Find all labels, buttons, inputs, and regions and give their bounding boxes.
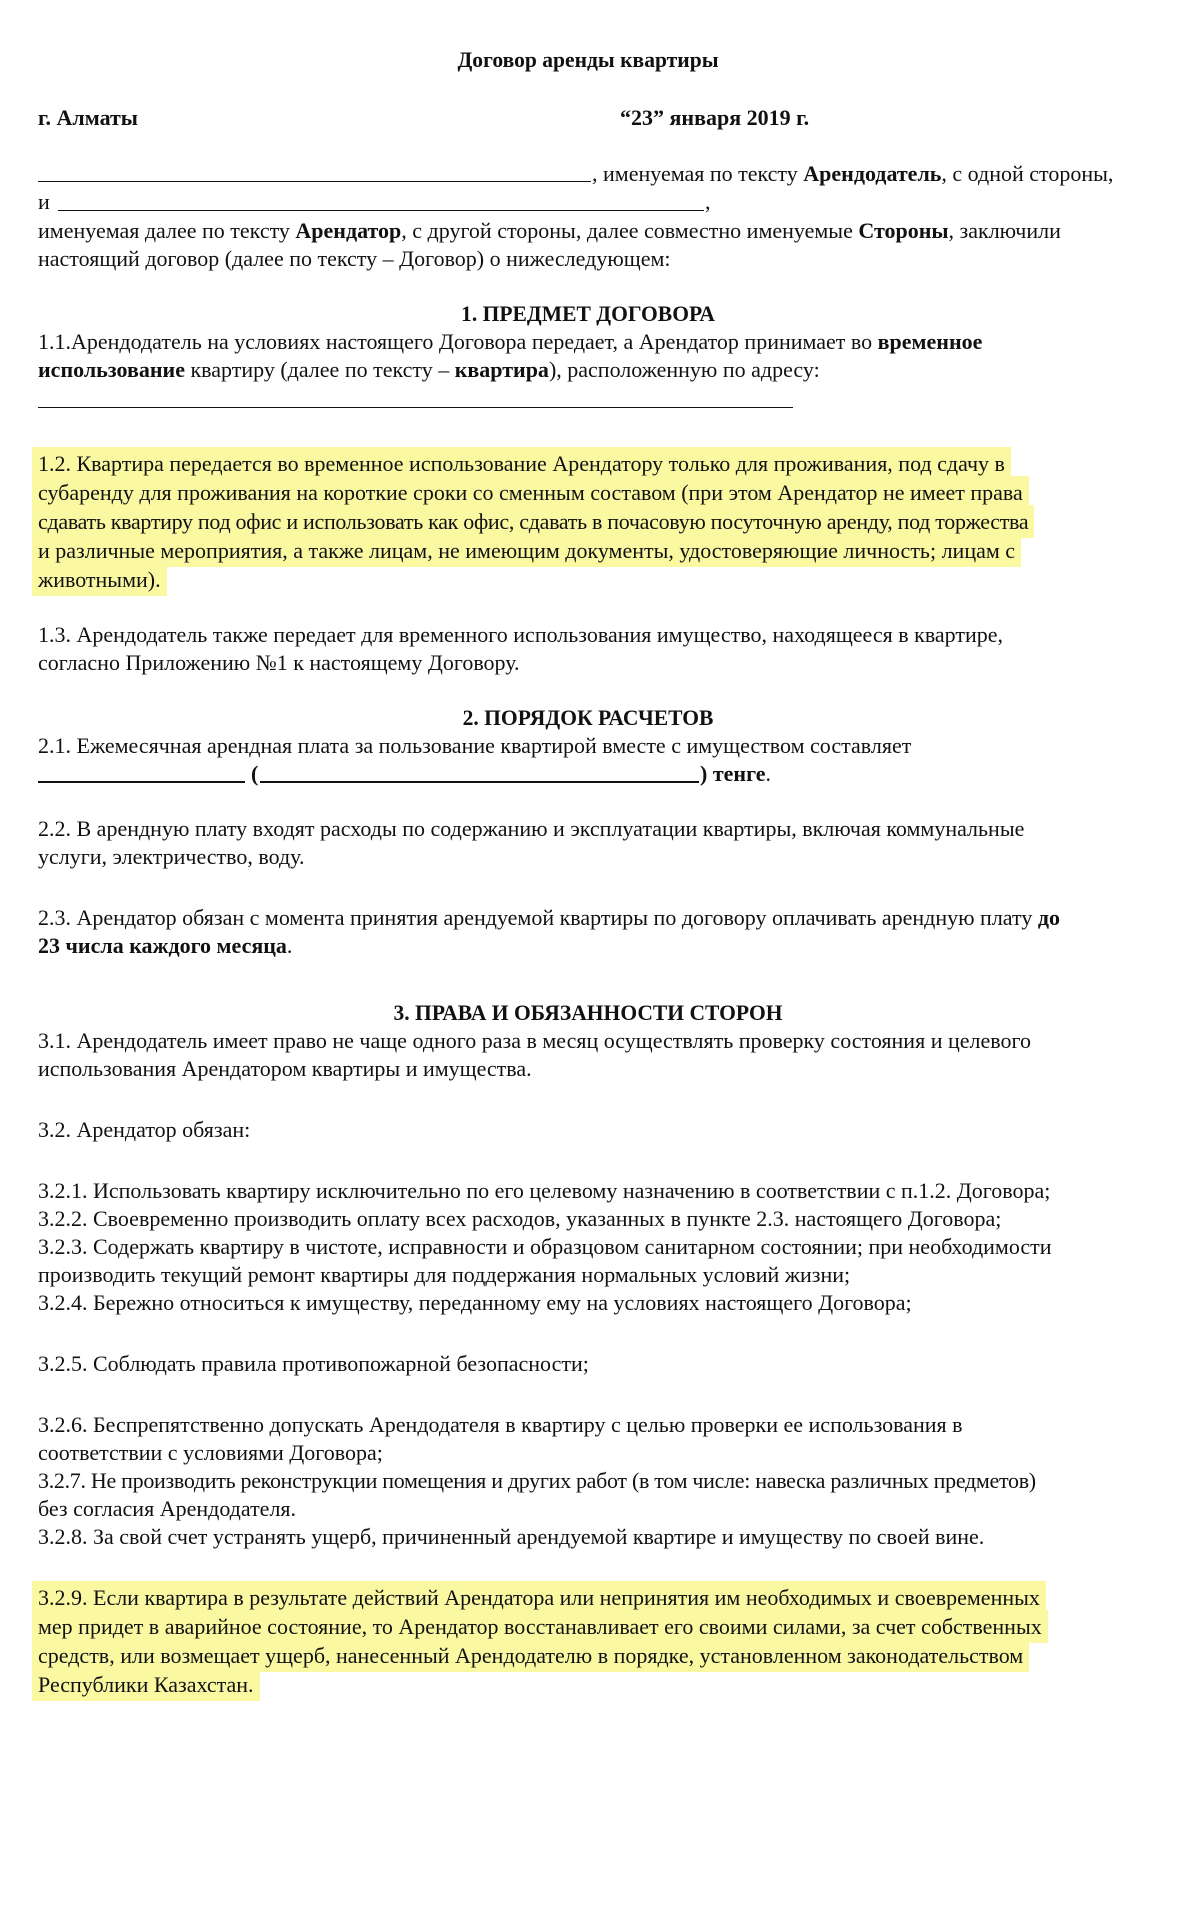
clause-3-2-9-line-3: средств, или возмещает ущерб, нанесенный Арендодателю в порядке, установленном законодательством	[38, 1642, 1029, 1670]
clause-1-2-line-5: животными).	[38, 566, 167, 594]
clause-3-2-9-line-2: мер придет в аварийное состояние, то Арендатор восстанавливает его своими силами, за счет собственных	[38, 1613, 1048, 1641]
clause-3-2-2: 3.2.2. Своевременно производить оплату всех расходов, указанных в пункте 2.3. настоящего Договора;	[38, 1206, 1002, 1231]
rent-amount-blank[interactable]	[38, 781, 245, 783]
parties-line-4: настоящий договор (далее по тексту – Договор) о нижеследующем:	[38, 246, 671, 271]
parties-line-1: , именуемая по тексту Арендодатель, с одной стороны,	[592, 161, 1114, 186]
clause-1-2-line-2: субаренду для проживания на короткие сроки со сменным составом (при этом Арендатор не имеет права	[38, 479, 1029, 507]
clause-3-2-3-line-2: производить текущий ремонт квартиры для поддержания нормальных условий жизни;	[38, 1262, 851, 1287]
clause-3-2: 3.2. Арендатор обязан:	[38, 1117, 251, 1142]
clause-3-2-6-line-2: соответствии с условиями Договора;	[38, 1440, 383, 1465]
clause-3-2-3-line-1: 3.2.3. Содержать квартиру в чистоте, исправности и образцовом санитарном состоянии; при необходимости	[38, 1234, 1052, 1259]
clause-1-3-line-2: согласно Приложению №1 к настоящему Договору.	[38, 650, 520, 675]
document-title: Договор аренды квартиры	[457, 47, 719, 72]
clause-3-1-line-1: 3.1. Арендодатель имеет право не чаще одного раза в месяц осуществлять проверку состояния и целевого	[38, 1028, 1031, 1053]
clause-1-1-line-2: использование квартиру (далее по тексту – квартира), расположенную по адресу:	[38, 357, 820, 382]
clause-2-3-line-2: 23 числа каждого месяца.	[38, 933, 293, 958]
rent-amount-words-blank[interactable]	[260, 781, 699, 783]
clause-2-1-line-1: 2.1. Ежемесячная арендная плата за пользование квартирой вместе с имуществом составляет	[38, 733, 912, 758]
section-3-heading: 3. ПРАВА И ОБЯЗАННОСТИ СТОРОН	[393, 1000, 783, 1025]
clause-1-3-line-1: 1.3. Арендодатель также передает для временного использования имущество, находящееся в квартире,	[38, 622, 1004, 647]
clause-3-2-8: 3.2.8. За свой счет устранять ущерб, причиненный арендуемой квартире и имуществу по своей вине.	[38, 1524, 985, 1549]
city: г. Алматы	[38, 105, 138, 130]
clause-3-2-9-line-1: 3.2.9. Если квартира в результате действий Арендатора или непринятия им необходимых и своевременных	[38, 1584, 1046, 1612]
clause-1-2-line-1: 1.2. Квартира передается во временное использование Арендатору только для проживания, под сдачу в	[38, 450, 1011, 478]
clause-2-2-line-1: 2.2. В арендную плату входят расходы по содержанию и эксплуатации квартиры, включая коммунальные	[38, 816, 1025, 841]
clause-3-2-5: 3.2.5. Соблюдать правила противопожарной безопасности;	[38, 1351, 589, 1376]
section-1-heading: 1. ПРЕДМЕТ ДОГОВОРА	[461, 301, 715, 326]
clause-1-1-line-1: 1.1.Арендодатель на условиях настоящего Договора передает, а Арендатор принимает во временное	[38, 329, 983, 354]
clause-3-2-4: 3.2.4. Бережно относиться к имуществу, переданному ему на условиях настоящего Договора;	[38, 1290, 912, 1315]
clause-3-2-7-line-1: 3.2.7. Не производить реконструкции помещения и других работ (в том числе: навеска различных предметов)	[38, 1468, 1036, 1493]
clause-3-1-line-2: использования Арендатором квартиры и имущества.	[38, 1056, 532, 1081]
section-2-heading: 2. ПОРЯДОК РАСЧЕТОВ	[462, 705, 714, 730]
clause-2-3-line-1: 2.3. Арендатор обязан с момента принятия арендуемой квартиры по договору оплачивать арендную плату до	[38, 905, 1060, 930]
clause-2-2-line-2: услуги, электричество, воду.	[38, 844, 305, 869]
clause-3-2-7-line-2: без согласия Арендодателя.	[38, 1496, 297, 1521]
clause-3-2-1: 3.2.1. Использовать квартиру исключительно по его целевому назначению в соответствии с п.1.2. Договора;	[38, 1178, 1051, 1203]
rent-open-paren: (	[251, 761, 259, 786]
parties-line-2-end: ,	[705, 189, 711, 214]
landlord-name-blank[interactable]	[38, 181, 591, 182]
rent-currency: ) тенге.	[700, 761, 772, 786]
tenant-name-blank[interactable]	[58, 210, 704, 211]
parties-line-3: именуемая далее по тексту Арендатор, с другой стороны, далее совместно именуемые Стороны, заключили	[38, 218, 1061, 243]
clause-1-2-line-3: сдавать квартиру под офис и использовать как офис, сдавать в почасовую посуточную аренду, под торжества	[38, 508, 1034, 536]
clause-1-2-line-4: и различные мероприятия, а также лицам, не имеющим документы, удостоверяющие личность; лицам с	[38, 537, 1021, 565]
address-blank[interactable]	[38, 407, 793, 408]
contract-date: “23” января 2019 г.	[620, 105, 810, 130]
clause-3-2-9-line-4: Республики Казахстан.	[38, 1671, 260, 1699]
parties-line-2-prefix: и	[38, 189, 50, 214]
clause-3-2-6-line-1: 3.2.6. Беспрепятственно допускать Арендодателя в квартиру с целью проверки ее использования в	[38, 1412, 963, 1437]
